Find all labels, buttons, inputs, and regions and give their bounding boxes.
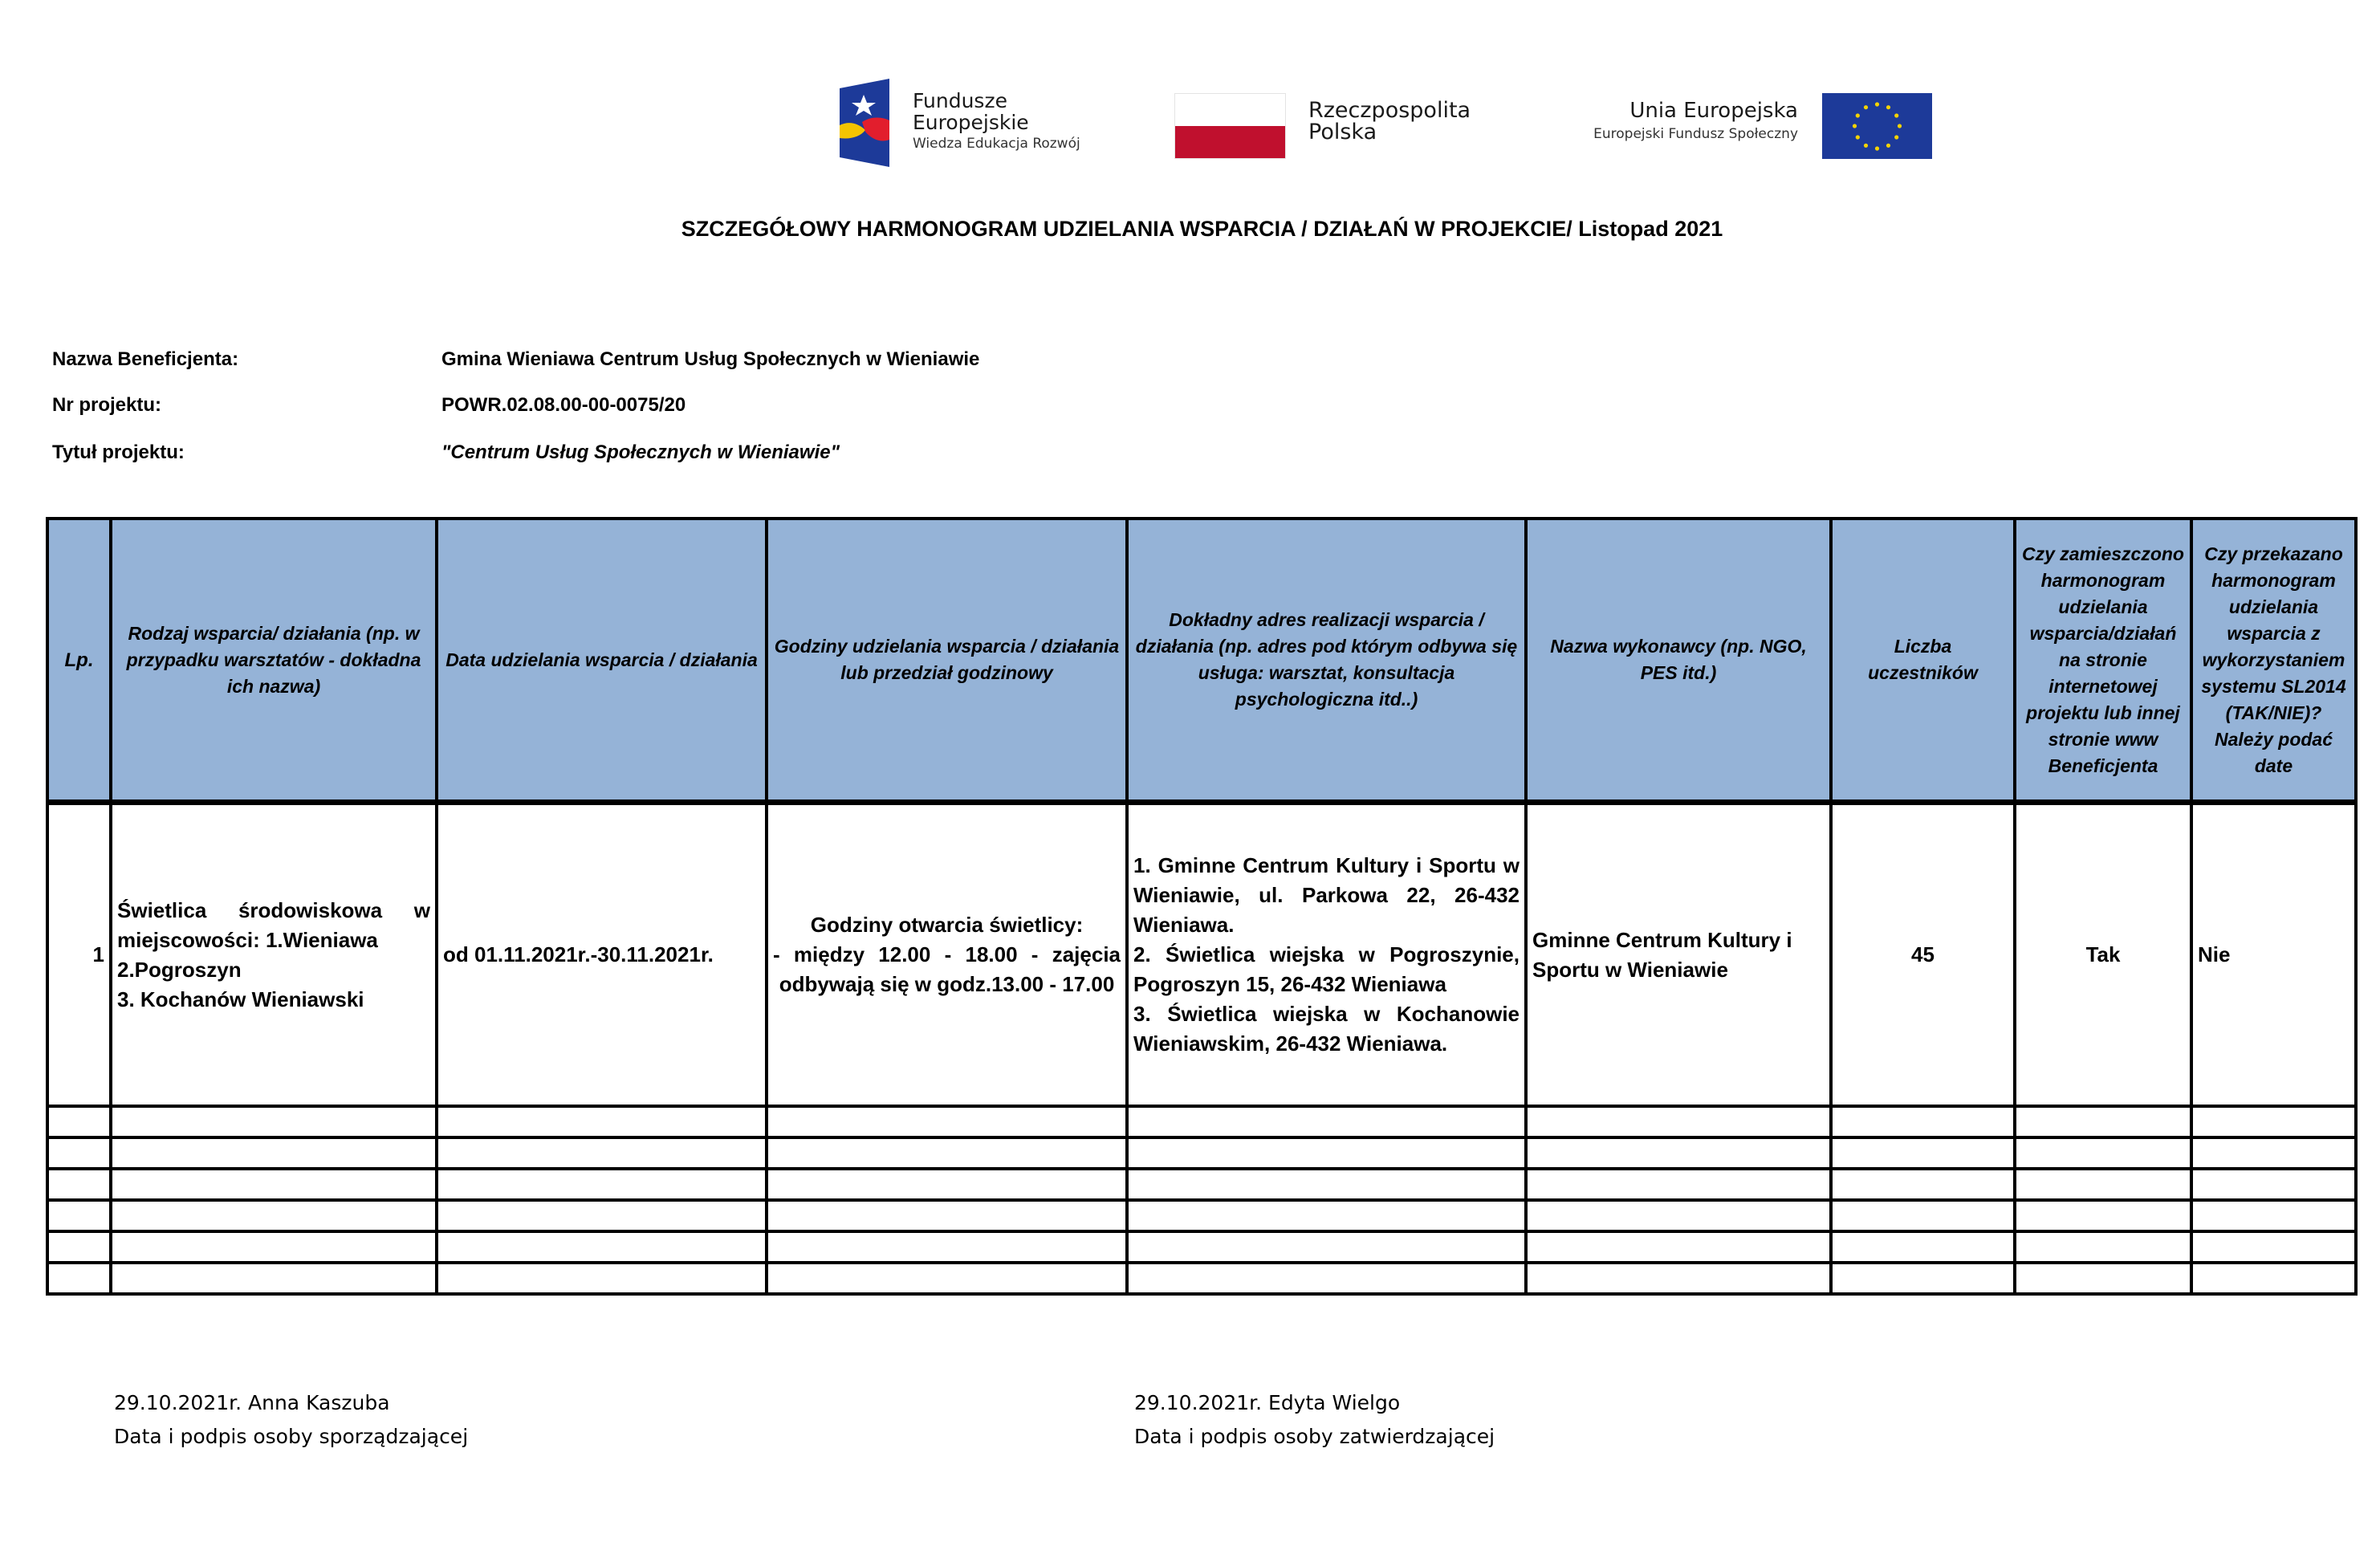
- cell-contractor: Gminne Centrum Kultury i Sportu w Wieniawie: [1526, 803, 1831, 1107]
- table-row-empty: [47, 1106, 2356, 1137]
- beneficiary-label: Nazwa Beneficjenta:: [52, 348, 239, 370]
- document-title: SZCZEGÓŁOWY HARMONOGRAM UDZIELANIA WSPARCIA / DZIAŁAŃ W PROJEKCIE/ Listopad 2021: [681, 217, 1723, 241]
- cell-published: Tak: [2015, 803, 2191, 1107]
- cell-sl2014: Nie: [2191, 803, 2356, 1107]
- address-line: 3. Świetlica wiejska w Kochanowie Wieniawskim, 26-432 Wieniawa.: [1133, 1002, 1520, 1056]
- hours-line: - między 12.00 - 18.00 - zajęcia odbywają się w godz.13.00 - 17.00: [773, 942, 1121, 996]
- signature-approved-name: 29.10.2021r. Edyta Wielgo: [1134, 1391, 1401, 1414]
- table-row: [47, 803, 2356, 1107]
- fundusze-europejskie-text: [913, 90, 1080, 154]
- pl-line2: Polska: [1308, 120, 1377, 144]
- header-participants: Liczba uczestników: [1831, 519, 2015, 803]
- fe-line3: Wiedza Edukacja Rozwój: [913, 136, 1080, 152]
- pl-line1: Rzeczpospolita: [1308, 98, 1471, 123]
- support-type-line: 2.Pogroszyn: [117, 957, 242, 982]
- signature-prepared-name: 29.10.2021r. Anna Kaszuba: [114, 1391, 390, 1414]
- polish-flag-icon: [1174, 93, 1286, 159]
- schedule-table: [46, 517, 2358, 1296]
- cell-lp: 1: [47, 803, 111, 1107]
- table-header-row: [47, 519, 2356, 803]
- table-row-empty: [47, 1231, 2356, 1263]
- address-line: 1. Gminne Centrum Kultury i Sportu w Wieniawie, ul. Parkowa 22, 26-432 Wieniawa.: [1133, 853, 1520, 937]
- project-number-value: POWR.02.08.00-00-0075/20: [441, 394, 686, 416]
- cell-participants: 45: [1831, 803, 2015, 1107]
- support-type-line: Świetlica środowiskowa w miejscowości: 1.Wieniawa: [117, 897, 430, 952]
- cell-support-type: [111, 803, 437, 1107]
- rzeczpospolita-polska-text: [1308, 100, 1471, 143]
- address-line: 2. Świetlica wiejska w Pogroszynie, Pogroszyn 15, 26-432 Wieniawa: [1133, 942, 1520, 996]
- header-published-online: Czy zamieszczono harmonogram udzielania wsparcia/działań na stronie internetowej projektu lub innej stronie www Beneficjenta: [2015, 519, 2191, 803]
- support-type-line: 3. Kochanów Wieniawski: [117, 987, 364, 1011]
- header-hours: Godziny udzielania wsparcia / działania lub przedział godzinowy: [767, 519, 1127, 803]
- project-title-label: Tytuł projektu:: [52, 441, 185, 463]
- header-lp: Lp.: [47, 519, 111, 803]
- table-row-empty: [47, 1169, 2356, 1200]
- hours-line: Godziny otwarcia świetlicy:: [810, 913, 1084, 937]
- signature-prepared: [114, 1386, 468, 1454]
- fe-line2: Europejskie: [913, 111, 1029, 134]
- fe-line1: Fundusze: [913, 89, 1007, 112]
- beneficiary-value: Gmina Wieniawa Centrum Usług Społecznych w Wieniawie: [441, 348, 980, 370]
- eu-flag-icon: [1822, 93, 1932, 159]
- header-date: Data udzielania wsparcia / działania: [437, 519, 767, 803]
- eu-line2: Europejski Fundusz Społeczny: [1593, 126, 1798, 142]
- table-row-empty: [47, 1263, 2356, 1294]
- header-contractor: Nazwa wykonawcy (np. NGO, PES itd.): [1526, 519, 1831, 803]
- cell-hours: [767, 803, 1127, 1107]
- project-title-value: "Centrum Usług Społecznych w Wieniawie": [441, 441, 840, 463]
- header-support-type: Rodzaj wsparcia/ działania (np. w przypadku warsztatów - dokładna ich nazwa): [111, 519, 437, 803]
- signature-prepared-caption: Data i podpis osoby sporządzającej: [114, 1425, 469, 1448]
- cell-date: od 01.11.2021r.-30.11.2021r.: [437, 803, 767, 1107]
- signature-approved-caption: Data i podpis osoby zatwierdzającej: [1134, 1425, 1495, 1448]
- header-address: Dokładny adres realizacji wsparcia / działania (np. adres pod którym odbywa się usługa: warsztat, konsultacja psychologiczna itd..): [1127, 519, 1526, 803]
- eu-line1: Unia Europejska: [1629, 99, 1798, 123]
- table-row-empty: [47, 1200, 2356, 1231]
- table-row-empty: [47, 1137, 2356, 1169]
- project-number-label: Nr projektu:: [52, 394, 162, 416]
- cell-address: [1127, 803, 1526, 1107]
- unia-europejska-text: [1525, 98, 1798, 144]
- fundusze-europejskie-logo-icon: [840, 79, 889, 167]
- header-sl2014: Czy przekazano harmonogram udzielania wsparcia z wykorzystaniem systemu SL2014 (TAK/NIE)? Należy podać date: [2191, 519, 2356, 803]
- signature-approved: [1134, 1386, 1495, 1454]
